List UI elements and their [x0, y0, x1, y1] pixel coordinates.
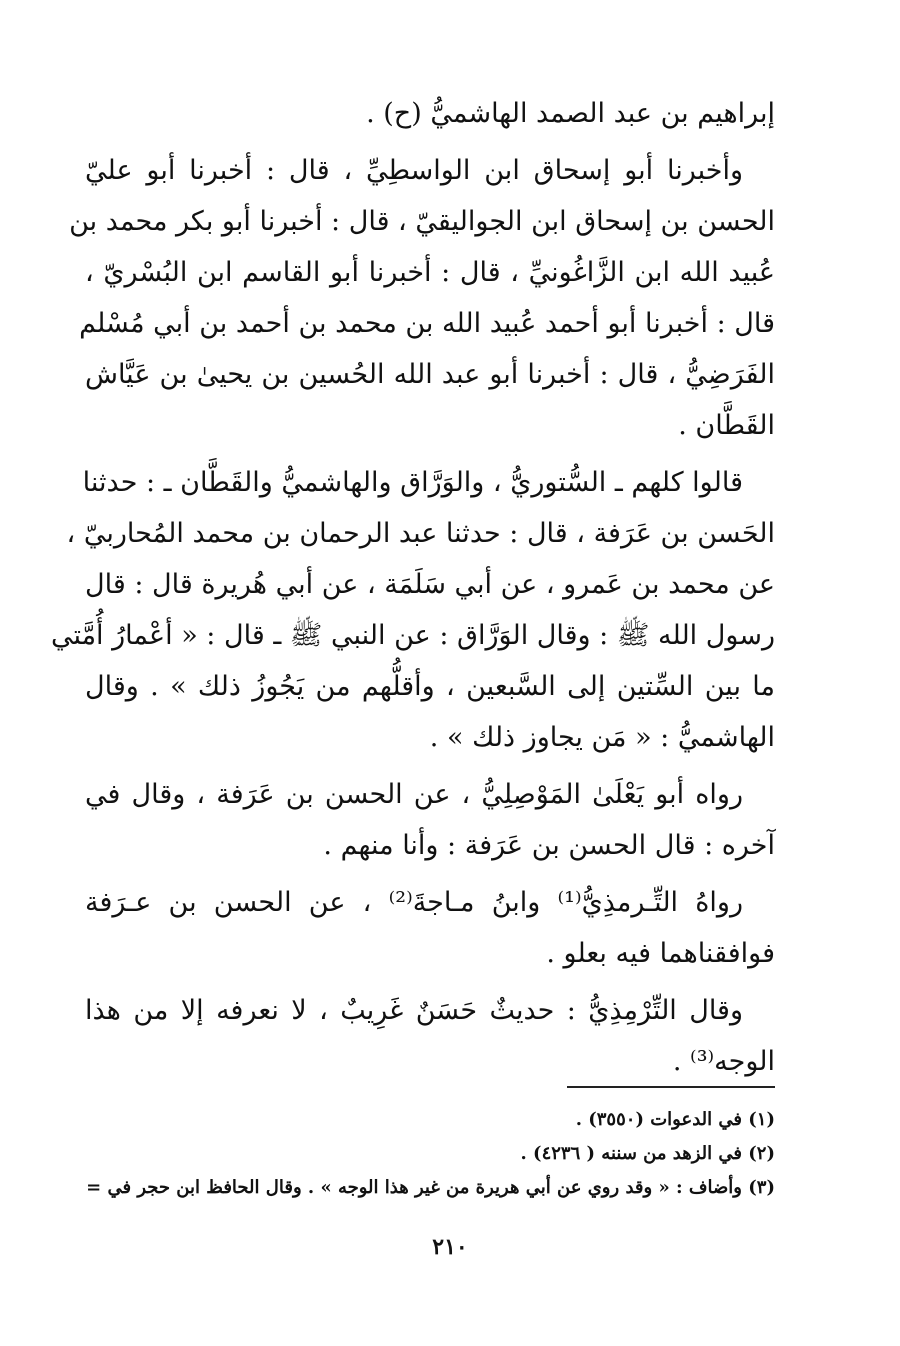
text-line: آخره : قال الحسن بن عَرَفة : وأنا منهم . — [323, 830, 775, 861]
footnote-separator — [567, 1086, 775, 1088]
text-line: ما بين السِّتين إلى السَّبعين ، وأقلُّهم من يَجُوزُ ذلك » . وقال — [85, 671, 775, 702]
text-line: الهاشميُّ : « مَن يجاوز ذلك » . — [429, 722, 775, 753]
footnote: (٣) وأضاف : « وقد روي عن أبي هريرة من غير هذا الوجه » . وقال الحافظ ابن حجر في = — [86, 1177, 775, 1198]
text-line: الحَسن بن عَرَفة ، قال : حدثنا عبد الرحمان بن محمد المُحاربيّ ، — [66, 518, 775, 549]
text-line: الحسن بن إسحاق ابن الجواليقيّ ، قال : أخبرنا أبو بكر محمد بن — [69, 206, 775, 237]
footnote: (٢) في الزهد من سننه ( ٤٢٣٦) . — [520, 1143, 775, 1164]
text-line: قالوا كلهم ـ السُّتوريُّ ، والوَرَّاق والهاشميُّ والقَطَّان ـ : حدثنا — [82, 467, 743, 498]
footnote: (١) في الدعوات (٣٥٥٠) . — [575, 1109, 775, 1130]
text-line: قال : أخبرنا أبو أحمد عُبيد الله بن محمد بن أحمد بن أبي مُسْلم — [79, 308, 775, 339]
text-line: الوجه⁽³⁾ . — [672, 1046, 775, 1077]
text-line: عن محمد بن عَمرو ، عن أبي سَلَمَة ، عن أبي هُريرة قال : قال — [85, 569, 775, 600]
text-line: رواهُ التِّـرمذِيُّ⁽¹⁾ وابنُ مـاجةَ⁽²⁾ ، عن الحسن بن عـرَفة — [85, 887, 743, 918]
page-number: ٢١٠ — [432, 1234, 468, 1260]
text-line: رواه أبو يَعْلَىٰ المَوْصِلِيُّ ، عن الحسن بن عَرَفة ، وقال في — [85, 779, 744, 810]
text-line: رسول الله ﷺ : وقال الوَرَّاق : عن النبي ﷺ ـ قال : « أعْمارُ أُمَّتي — [50, 620, 775, 651]
text-line: وقال التِّرْمِذِيُّ : حديثٌ حَسَنٌ غَرِيبٌ ، لا نعرفه إلا من هذا — [85, 995, 743, 1026]
text-line: فوافقناهما فيه بعلو . — [546, 938, 775, 969]
text-line: إبراهيم بن عبد الصمد الهاشميُّ (ح) . — [366, 98, 775, 129]
footnotes — [85, 1103, 775, 1205]
text-line: الفَرَضِيُّ ، قال : أخبرنا أبو عبد الله الحُسين بن يحيىٰ بن عَيَّاش — [85, 359, 775, 390]
main-text — [50, 88, 775, 1087]
text-line: القَطَّان . — [678, 410, 775, 441]
text-line: وأخبرنا أبو إسحاق ابن الواسطِيِّ ، قال : أخبرنا أبو عليّ — [85, 155, 743, 186]
text-line: عُبيد الله ابن الزَّاغُونيِّ ، قال : أخبرنا أبو القاسم ابن البُسْريّ ، — [85, 257, 775, 288]
